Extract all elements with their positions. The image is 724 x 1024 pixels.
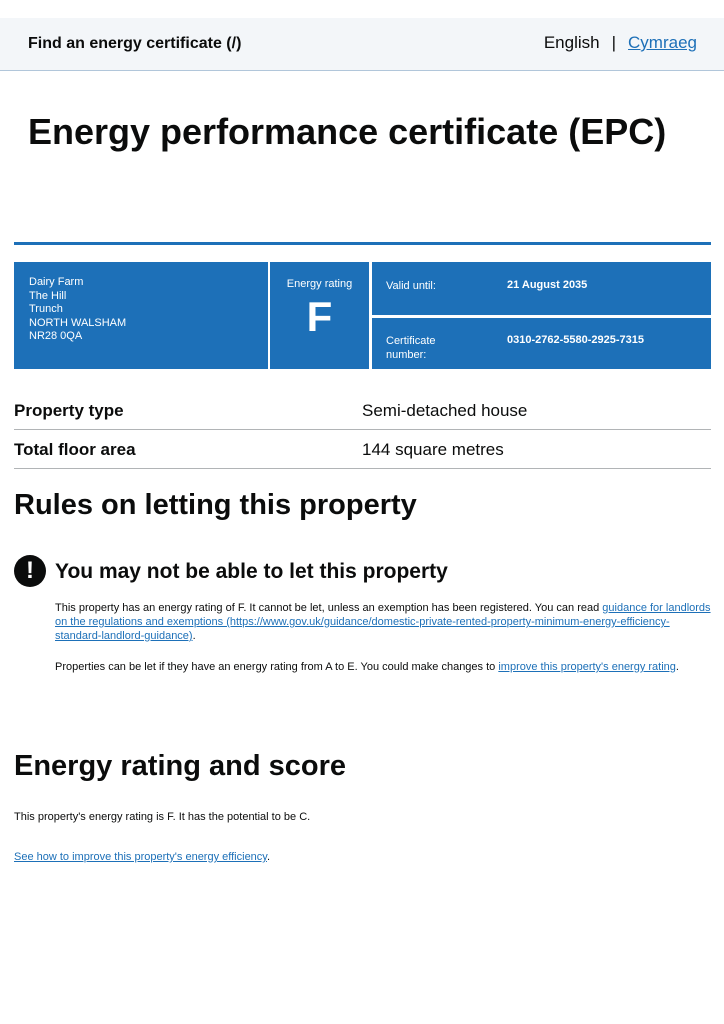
epc-summary-panel bbox=[14, 262, 711, 369]
service-name-text[interactable]: Find an energy certificate bbox=[28, 35, 222, 52]
energy-rating-band: F bbox=[306, 293, 333, 340]
energy-rating-label: Energy rating bbox=[286, 278, 353, 290]
warning-title: You may not be able to let this property bbox=[55, 560, 448, 583]
rating-score-heading: Energy rating and score bbox=[14, 750, 346, 782]
letting-rules-heading: Rules on letting this property bbox=[14, 489, 417, 521]
lang-separator: | bbox=[611, 33, 617, 52]
certificate-number-value: 0310-2762-5580-2925-7315 bbox=[507, 334, 645, 346]
valid-until-value: 21 August 2035 bbox=[507, 279, 588, 291]
summary-value: 144 square metres bbox=[362, 440, 504, 459]
summary-row-property-type bbox=[14, 391, 711, 430]
letting-paragraph-2 bbox=[55, 660, 713, 674]
improve-efficiency-paragraph bbox=[14, 850, 704, 864]
address-line-3: Trunch bbox=[29, 303, 63, 315]
summary-value: Semi-detached house bbox=[362, 401, 528, 420]
letting-p1-text: This property has an energy rating of F. It cannot be let, unless an exemption has been registered. You can read bbox=[55, 602, 603, 614]
site-header bbox=[0, 18, 724, 71]
address-postcode: NR28 0QA bbox=[29, 330, 83, 342]
certificate-number-box bbox=[372, 318, 711, 369]
address-line-1: Dairy Farm bbox=[29, 276, 84, 288]
energy-rating-box bbox=[270, 262, 369, 369]
service-name[interactable] bbox=[28, 35, 241, 53]
page-title: Energy performance certificate (EPC) bbox=[28, 111, 667, 152]
landlord-guidance-link[interactable]: guidance for landlords on the regulations and exemptions (https://www.gov.uk/guidance/domestic-private-rented-property-minimum-energy-efficiency-standard-landlord-guidance) bbox=[55, 602, 711, 642]
improve-rating-link[interactable]: improve this property's energy rating bbox=[498, 661, 676, 673]
improve-efficiency-link[interactable]: See how to improve this property's energy efficiency bbox=[14, 851, 267, 863]
warning-icon: ! bbox=[14, 555, 46, 587]
rating-score-text: This property's energy rating is F. It has the potential to be C. bbox=[14, 811, 311, 823]
address-line-4: NORTH WALSHAM bbox=[29, 316, 127, 329]
letting-paragraph-1 bbox=[55, 601, 713, 643]
address-line-2: The Hill bbox=[29, 289, 67, 302]
summary-key: Total floor area bbox=[14, 440, 136, 459]
summary-row-floor-area bbox=[14, 430, 711, 469]
improve-efficiency-end: . bbox=[266, 851, 271, 863]
language-switcher bbox=[544, 33, 697, 53]
certificate-number-label: Certificate number: bbox=[386, 335, 436, 361]
summary-key: Property type bbox=[14, 401, 124, 420]
valid-until-label: Valid until: bbox=[386, 280, 436, 292]
valid-until-box bbox=[372, 262, 711, 315]
lang-english: English bbox=[543, 33, 600, 52]
property-address bbox=[14, 262, 268, 369]
letting-p2-text: Properties can be let if they have an energy rating from A to E. You could make changes to bbox=[55, 661, 499, 673]
title-divider bbox=[14, 242, 711, 245]
property-summary-list bbox=[14, 391, 711, 469]
home-link[interactable]: (/) bbox=[226, 35, 242, 52]
letting-p2-end: . bbox=[675, 661, 679, 673]
letting-p1-end: . bbox=[192, 630, 196, 642]
lang-cymraeg-link[interactable]: Cymraeg bbox=[628, 33, 697, 52]
